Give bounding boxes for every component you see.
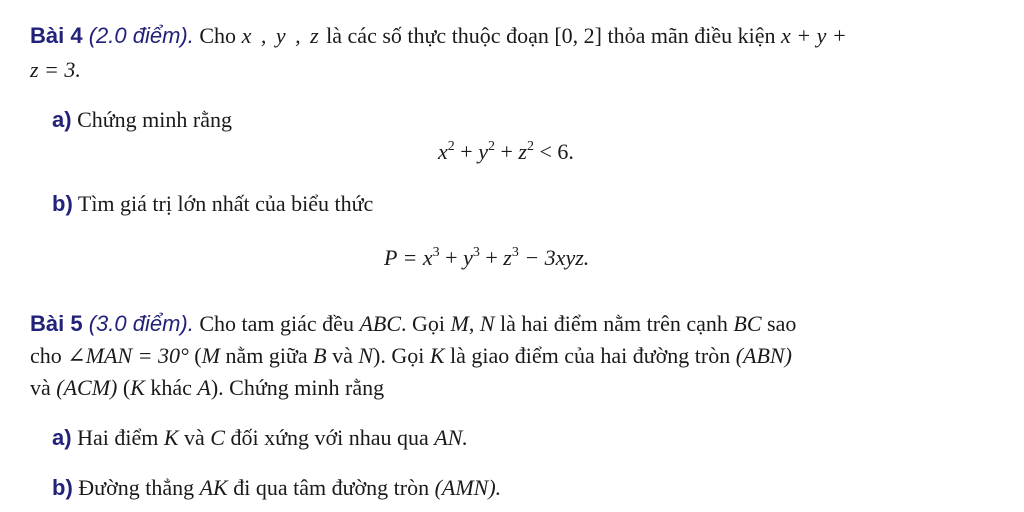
bai5-angle: ∠MAN = 30° xyxy=(67,343,189,368)
bai5-line-2: cho ∠MAN = 30° (M nằm giữa B và N). Gọi K là giao điểm của hai đường tròn (ABN) xyxy=(30,343,792,368)
bai4-a-label: a) xyxy=(52,107,72,132)
bai5-heading: Bài 5 (3.0 điểm). xyxy=(30,311,194,336)
bai4-b-label: b) xyxy=(52,191,73,216)
bai5-a-label: a) xyxy=(52,425,72,450)
bai5-part-a: a) Hai điểm K và C đối xứng với nhau qua AN. xyxy=(52,425,468,450)
bai4-interval: [0, 2] xyxy=(554,23,602,48)
bai4-heading: Bài 4 (2.0 điểm). xyxy=(30,23,194,48)
bai4-variables: x , y , z xyxy=(241,23,321,48)
bai4-part-a xyxy=(52,106,232,134)
bai4-a-text: Chứng minh rằng xyxy=(77,107,232,132)
bai5-part-b: b) Đường thẳng AK đi qua tâm đường tròn (AMN). xyxy=(52,475,502,500)
bai4-part-b xyxy=(52,190,373,218)
bai4-b-text: Tìm giá trị lớn nhất của biểu thức xyxy=(77,191,374,216)
bai5-line-3: và (ACM) (K khác A). Chứng minh rằng xyxy=(30,375,385,400)
bai5-b-label: b) xyxy=(52,475,73,500)
bai4-line-1: Bài 4 (2.0 điểm). Cho x , y , z là các số thực thuộc đoạn [0, 2] thỏa mãn điều kiện x + y + xyxy=(30,23,847,48)
bai4-condition-rhs: z = 3. xyxy=(30,57,81,82)
bai5-line-1: Bài 5 (3.0 điểm). Cho tam giác đều ABC. Gọi M, N là hai điểm nằm trên cạnh BC sao xyxy=(30,311,797,336)
bai4-b-formula: $P = x^3 + y^3 + z^3 - 3xyz$. xyxy=(384,245,590,270)
bai4-a-formula: $x^2 + y^2 + z^2 < 6$. xyxy=(438,139,574,164)
bai4-line-2 xyxy=(30,56,81,84)
bai4-condition-lhs: x + y + xyxy=(781,23,847,48)
